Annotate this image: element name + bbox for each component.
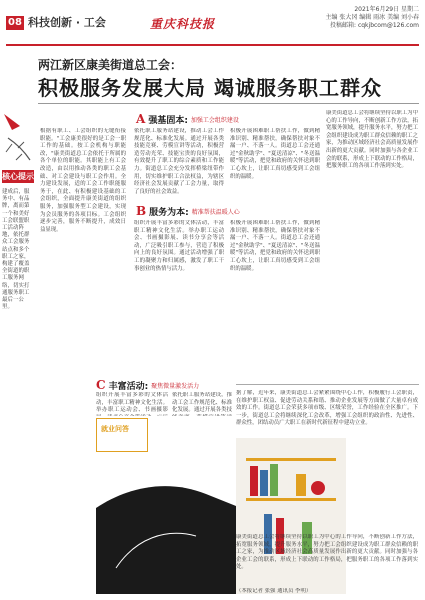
editor-line: 主编 张大冈 编辑 雨冰 美编 刘小春 — [325, 14, 419, 21]
byline: （本报记者 张强 通讯员 李明） — [236, 588, 312, 594]
tips-label: 就业问答 — [101, 425, 129, 433]
sidebar-body: 建成后，服务中、有品牌，离而第一个和美好工会联盟职工活动阵地，依托群众工会服务站点和多个职工之家，构建了覆盖全街道的职工服务网络，切实打通服务职工最后一公里。 — [2, 189, 30, 311]
headline: 积极服务发展大局 竭诚服务职工群众 — [38, 76, 382, 100]
section-divider — [236, 384, 419, 385]
body-column-2: 依托职工服务站建设，推动工会工作规范化、标准化发展。通过开展各类技能竞赛、劳模宣讲等活动，积极营造劳动光荣、技能宝贵的良好氛围，有效提升了职工的综合素质和工作能力。街道总工会充分发挥桥梁纽带作用，切实维护职工合法权益，为辖区经济社会发展贡献了工会力量，取得了良好的社会效益。 — [134, 128, 224, 195]
headline-rule — [38, 103, 419, 104]
section-c-letter: C — [96, 378, 106, 392]
body-column-1: 根据有职工、工会组织的无缝衔接职能。"工会康美很好的是工会一职工作的基础。按工会机构与职能改，"康美街道总工会依托于所属的各个单位的职能。其职能上有工会改造，由以用推动各类的职工会基础、对工会建设与职工会作用。全力建设发展，适的工会工作职能服务于，在此、有积极建设基础的工会组织，全面提升康美街道的组织服务，加强服务型工会建设，实现为会员服务的各项目标。工会组织逐步完善，服务不断提升，成效日益显现。 — [40, 128, 126, 233]
section-b-letter: B — [136, 204, 147, 218]
section-c-heading — [96, 378, 199, 392]
body-column-9: 据了解，近年来，康美街道总工会紧紧围绕中心工作，积极履行工会职责，在维护职工权益、促进劳动关系和谐、推动企业发展等方面做了大量卓有成效的工作。街道总工会荣获多项市级、区级荣誉，工作经验在全区推广。下一步，街道总工会将继续深化工会改革，增强工会组织的政治性、先进性、群众性，团结动员广大职工在新时代新征程中建功立业。 — [236, 390, 418, 427]
page-number: 08 — [8, 17, 22, 28]
body-column-6: 康美街道总工会将继续坚持以职工为中心的工作导向，不断创新工作方法，拓宽服务领域，提升服务水平，努力把工会组织建设成为职工群众信赖的职工之家，为推动区域经济社会高质量发展作出新的更大贡献。同时加强与各企业工会的联系，形成上下联动的工作格局，把服务职工的各项工作落到实处。 — [326, 110, 418, 170]
body-column-4: 组织开展丰富多彩的文体活动，丰富职工精神文化生活。举办职工运动会、书画摄影展、读书分享会等活动，广泛吸引职工参与，营造了积极向上的良好氛围。通过活动增强了职工的凝聚力和归属感，激发了职工干事创业的热情与活力。 — [134, 220, 224, 272]
body-column-7: 组织开展丰富多彩的文体活动，丰富职工精神文化生活。举办职工运动会、书画摄影 — [96, 392, 168, 414]
contact-email: 投稿邮箱: cqkjbcom@126.com — [330, 22, 419, 29]
section-b-heading — [136, 204, 240, 218]
body-column-10: 康美街道总工会将继续坚持以职工为中心的工作导向，不断创新工作方法，拓宽服务领域，提升服务水平，努力把工会组织建设成为职工群众信赖的职工之家，为推动区域经济社会高质量发展作出新的更大贡献。同时加强与各企业工会的联系，形成上下联动的工作格局，把服务职工的各项工作落到实处。 — [236, 534, 418, 571]
section-a-letter: A — [136, 112, 146, 126]
core-tip-sidebar — [2, 170, 34, 311]
section-a-heading — [136, 112, 239, 126]
tips-caption: 问：职工入会需要办理哪些手续？答：填写入会申请书即可。 — [100, 456, 191, 469]
section-b-subtitle: 精准帮扶温暖人心 — [191, 208, 240, 216]
page-header — [0, 0, 425, 44]
section-c-title: 丰富活动: — [108, 381, 149, 392]
body-column-8: 依托职工服务站建设，推动工会工作规范化、标准化发展。通过开展各类技 — [172, 392, 232, 414]
masthead: 重庆科技报 — [150, 17, 216, 31]
headline-kicker: 两江新区康美街道总工会： — [38, 58, 183, 72]
section-c-subtitle: 聚焦微量激发活力 — [151, 382, 200, 390]
section-a-title: 强基固本: — [148, 115, 188, 126]
header-rule — [6, 44, 419, 46]
sidebar-title: 核心提示 — [2, 172, 34, 181]
section-name: 科技创新 · 工会 — [28, 16, 106, 29]
bird-branch-illustration — [0, 108, 38, 168]
body-column-3: 积极开展困难职工帮扶工作，做到精准识别、精准帮扶，确保帮扶对象不漏一户、不落一人。街道总工会还通过"金秋助学"、"夏送清凉"、"冬送温暖"等活动，把党和政府的关怀送到职工心坎上，让职工真切感受到工会组织的温暖。 — [230, 128, 320, 180]
section-a-subtitle: 加强工会组织建设 — [190, 116, 239, 124]
section-b-title: 服务为本: — [149, 207, 189, 218]
issue-date: 2021年6月29日 星期二 — [354, 6, 419, 13]
body-column-5: 积极开展困难职工帮扶工作，做到精准识别、精准帮扶，确保帮扶对象不漏一户、不落一人。街道总工会还通过"金秋助学"、"夏送清凉"、"冬送温暖"等活动，把党和政府的关怀送到职工心坎上，让职工真切感受到工会组织的温暖。 — [230, 220, 320, 272]
